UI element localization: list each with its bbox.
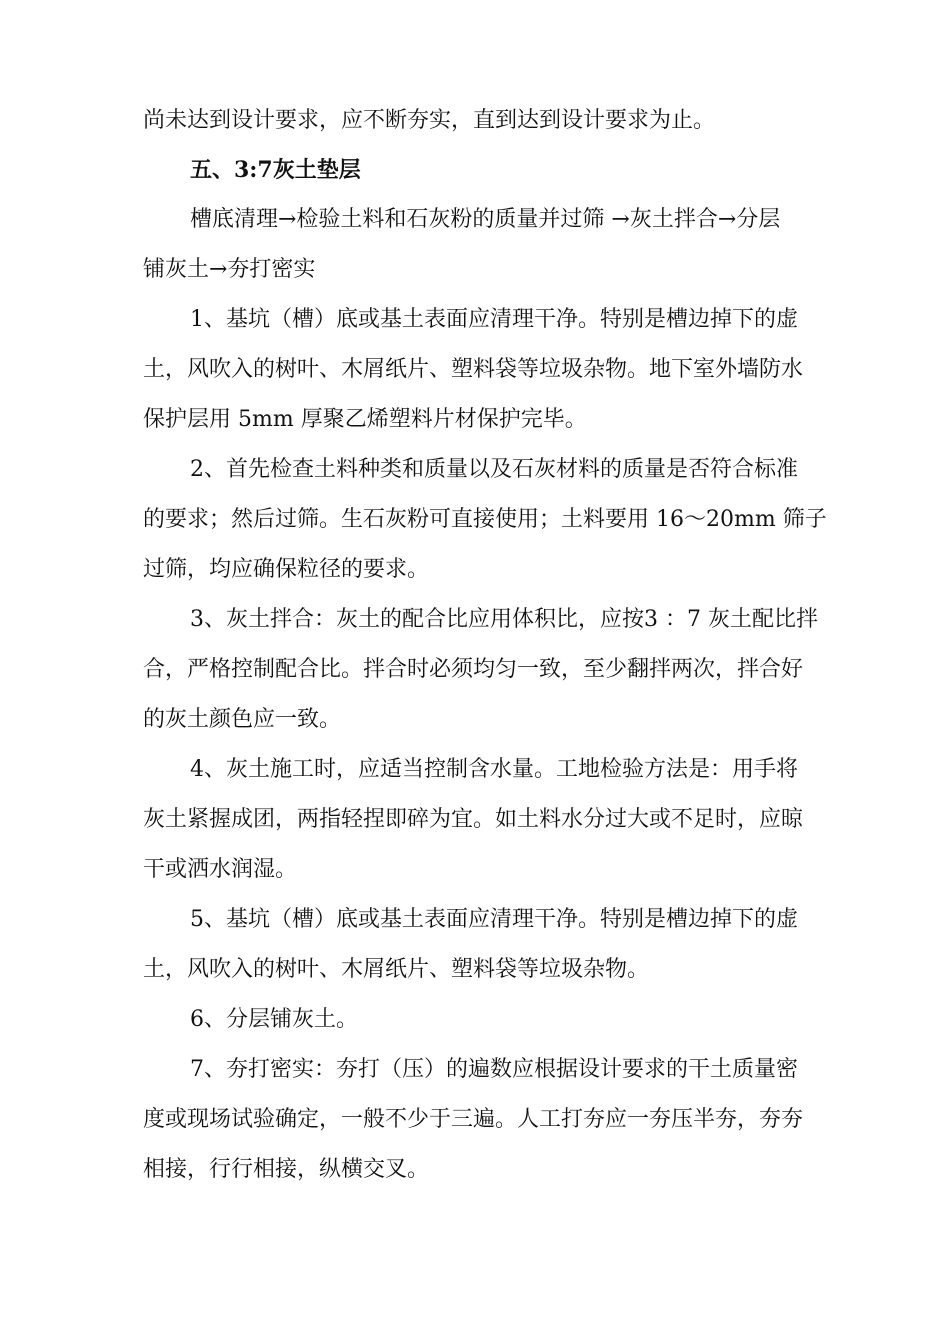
text-line: 1、基坑（槽）底或基土表面应清理干净。特别是槽边掉下的虚 [190,307,798,332]
text-line: 7、夯打密实：夯打（压）的遍数应根据设计要求的干土质量密 [190,1057,798,1082]
text-line: 4、灰土施工时，应适当控制含水量。工地检验方法是：用手将 [190,757,798,782]
text-line: 干或洒水润湿。 [143,857,298,882]
section-heading: 五、3:7灰土垫层 [190,157,361,183]
text-line: 过筛，均应确保粒径的要求。 [143,557,430,582]
text-line: 灰土紧握成团，两指轻捏即碎为宜。如土料水分过大或不足时，应晾 [143,807,804,832]
text-line: 槽底清理→检验土料和石灰粉的质量并过筛 →灰土拌合→分层 [190,207,781,232]
text-line: 3、灰土拌合：灰土的配合比应用体积比，应按3 ：7 灰土配比拌 [190,607,818,632]
text-line: 铺灰土→夯打密实 [143,257,316,282]
text-line: 的灰土颜色应一致。 [143,707,342,732]
text-line: 5、基坑（槽）底或基土表面应清理干净。特别是槽边掉下的虚 [190,907,798,932]
text-line: 土，风吹入的树叶、木屑纸片、塑料袋等垃圾杂物。地下室外墙防水 [143,357,804,382]
text-line: 6、分层铺灰土。 [190,1007,358,1032]
text-line: 度或现场试验确定，一般不少于三遍。人工打夯应一夯压半夯，夯夯 [143,1107,804,1132]
text-line: 保护层用 5mm 厚聚乙烯塑料片材保护完毕。 [143,407,587,432]
text-line: 土，风吹入的树叶、木屑纸片、塑料袋等垃圾杂物。 [143,957,650,982]
text-line: 的要求；然后过筛。生石灰粉可直接使用；土料要用 16～20mm 筛子 [143,507,827,532]
text-line: 相接，行行相接，纵横交叉。 [143,1157,430,1182]
text-line: 合，严格控制配合比。拌合时必须均匀一致，至少翻拌两次，拌合好 [143,657,804,682]
text-line: 尚未达到设计要求，应不断夯实，直到达到设计要求为止。 [143,108,716,133]
text-line: 2、首先检查土料种类和质量以及石灰材料的质量是否符合标准 [190,457,798,482]
